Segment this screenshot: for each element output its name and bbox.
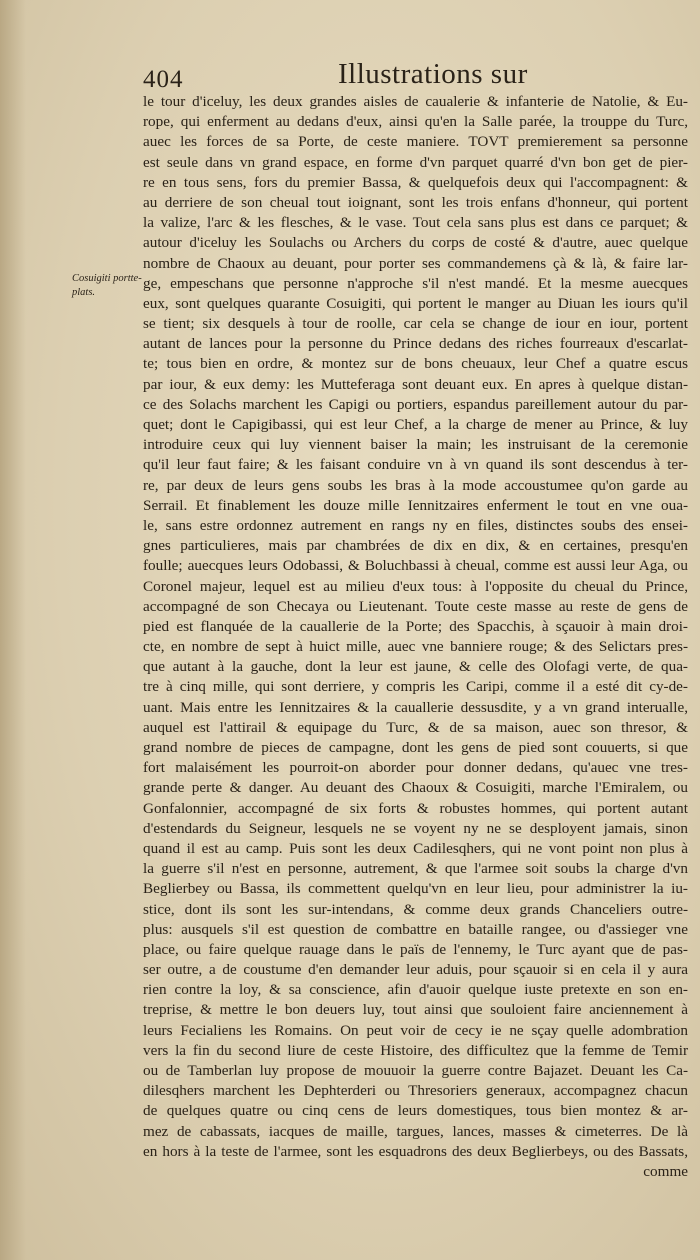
page-fold-shadow: [0, 0, 26, 1260]
text-line: ser outre, a de coustume d'en demander leur aduis, pour sçauoir si en cela il y aura: [143, 961, 688, 979]
text-line: Serrail. Et finablement les douze mille Iennitzaires enferment le tout en vne oua-: [143, 496, 688, 514]
running-title: Illustrations sur: [338, 58, 528, 90]
text-line: cte, en nombre de sept à huict mille, auec vne banniere rouge; & des Selictars pres-: [143, 638, 688, 656]
text-line: eux, sont quelques quarante Cosuigiti, qui portent le manger au Diuan les iours qu'il: [143, 294, 688, 312]
text-line: Gonfalonnier, accompagné de six forts & robustes hommes, qui portent autant: [143, 799, 688, 817]
text-line: auec les forces de sa Porte, de ceste maniere. TOVT premierement sa personne: [143, 133, 688, 151]
text-line: ou de Tamberlan luy propose de mouuoir la guerre contre Bajazet. Deuant les Ca-: [143, 1062, 688, 1079]
text-line: dilesqhers marchent les Dephterderi ou Thresoriers generaux, accompagnez chacun: [143, 1082, 688, 1100]
text-line: ce des Solachs marchent les Capigi ou portiers, espandus pareillement autour du par-: [143, 395, 688, 413]
text-line: de quelques quatre ou cinq cens de leurs domestiques, tous bien montez & ar-: [143, 1102, 688, 1120]
text-line: grand nombre de pieces de campagne, dont les gens de pied sont couuerts, si que: [143, 739, 688, 756]
text-line: comme: [643, 1162, 688, 1180]
text-line: treprise, & mettre le bon deuers luy, tout ainsi que souloient faire anciennement à: [143, 1001, 688, 1019]
text-line: est seule dans vn grand espace, en forme d'vn parquet quarré d'vn bon get de pier-: [143, 153, 688, 171]
text-line: fort malaisément les pourroit-on aborder pour donner dedans, qu'auec vne tres-: [143, 759, 688, 777]
text-line: rope, qui enferment au dedans d'eux, ainsi qu'en la Salle parée, la trouppe du Turc,: [143, 113, 688, 131]
text-line: le tour d'iceluy, les deux grandes aisles de caualerie & infanterie de Natolie, & Eu-: [143, 93, 688, 110]
text-line: accompagné de son Checaya ou Lieutenant. Toute ceste masse au reste de gens de: [143, 597, 688, 615]
text-line: la valize, l'arc & les flesches, & le vase. Tout cela sans plus est dans ce parquet; &: [143, 214, 688, 232]
text-line: par iour, & eux demy: les Mutteferaga sont deuant eux. En apres à quelque distan-: [143, 375, 688, 393]
text-line: la guerre s'il n'est en personne, autrement, & que l'armee soit soubs la charge d'vn: [143, 860, 688, 878]
text-line: que autant à la gauche, dont la leur est jaune, & celle des Olofagi verte, de qua-: [143, 658, 688, 676]
text-line: le, sans estre ordonnez autrement en rangs ny en files, distinctes soubs des ensei-: [143, 516, 688, 534]
page-number: 404: [143, 66, 184, 93]
text-line: place, ou faire quelque rauage dans le païs de l'ennemy, le Turc ayant que de pas-: [143, 940, 688, 958]
text-line: auquel est l'attirail & equipage du Turc, & de sa maison, auec son thresor, &: [143, 718, 688, 736]
text-line: quet; dont le Capigibassi, qui est leur Chef, a la charge de mener au Prince, & luy: [143, 416, 688, 433]
text-line: uant. Mais entre les Iennitzaires & la cauallerie dessusdite, y a vn grand interualle,: [143, 698, 688, 716]
text-line: autant de lances pour la personne du Prince dedans des riches fourreaux d'escarlat-: [143, 335, 688, 353]
margin-note: Cosuigiti portte-plats.: [72, 273, 142, 298]
text-line: mez de cabassats, iacques de maille, targues, lances, masses & cimeterres. De là: [143, 1122, 688, 1140]
text-line: re, par deux de leurs gens soubs les bras à la mode accoustumee qu'on garde au: [143, 476, 688, 494]
text-line: d'estendards du Seigneur, lesquels ne se voyent ny ne se desployent jamais, sinon: [143, 819, 688, 837]
text-line: quand il est au camp. Puis sont les deux Cadilesqhers, qui ne vont point non plus à: [143, 839, 688, 857]
body-text: [143, 92, 688, 1182]
text-line: grande perte & danger. Au deuant des Chaoux & Cosuigiti, marche l'Emiralem, ou: [143, 779, 688, 797]
text-line: leurs Fecialiens les Romains. On peut voir de cecy ie ne sçay quelle adombration: [143, 1021, 688, 1039]
text-line: plus: ausquels s'il est question de combattre en bataille rangee, ou d'assieger vne: [143, 920, 688, 938]
text-line: te; tous bien en ordre, & montez sur de bons cheuaux, leur Chef a quatre escus: [143, 355, 688, 373]
text-line: vers la fin du second liure de ceste Histoire, des difficultez que la femme de Temir: [143, 1041, 688, 1059]
text-line: Beglierbey ou Bassa, ils commettent quelqu'vn en leur lieu, pour administrer la iu-: [143, 880, 688, 898]
text-line: introduire ceux qui luy viennent baiser la main; les instruisant de la ceremonie: [143, 436, 688, 454]
text-line: autour d'iceluy les Soulachs ou Archers du corps de costé & d'autre, auec quelque: [143, 234, 688, 252]
text-line: ge, empeschans que personne n'approche s'il n'est mandé. Et la mesme auecques: [143, 274, 688, 292]
text-line: nombre de Chaoux au deuant, pour porter ses commandemens çà & là, & faire lar-: [143, 254, 688, 272]
text-line: au derriere de son cheual tout ioignant, sont les trois enfans d'honneur, qui portent: [143, 193, 688, 211]
text-line: gnes particulieres, mais par chambrées de dix en dix, & en certaines, presqu'en: [143, 537, 688, 555]
text-line: foulle; auecques leurs Odobassi, & Boluchbassi à cheual, comme est aussi leur Aga, ou: [143, 557, 688, 575]
text-line: rien contre la loy, & sa conscience, afin d'auoir quelque iuste pretexte en son en-: [143, 981, 688, 999]
text-line: en hors à la teste de l'armee, sont les esquadrons des deux Beglierbeys, ou des Bassats,: [143, 1142, 688, 1160]
text-line: stice, dont ils sont les sur-intendans, & comme deux grands Chanceliers outre-: [143, 900, 688, 918]
text-line: qu'il leur faut faire; & les faisant conduire vn à vn quand ils sont descendus à ter-: [143, 456, 688, 474]
text-line: tre à cinq mille, qui sont derriere, y compris les Caripi, comme il a esté dit cy-de-: [143, 678, 688, 696]
text-line: pied est flanquée de la cauallerie de la Porte; des Spacchis, à sçauoir à main droi-: [143, 617, 688, 635]
text-line: Coronel majeur, lequel est au milieu d'eux tous: à l'opposite du cheual du Prince,: [143, 577, 688, 595]
text-line: re en tous sens, fors du premier Bassa, & quelquefois deux qui l'accompagnent: &: [143, 173, 688, 191]
text-line: se tient; six desquels à tour de roolle, car cela se change de iour en iour, portent: [143, 315, 688, 333]
